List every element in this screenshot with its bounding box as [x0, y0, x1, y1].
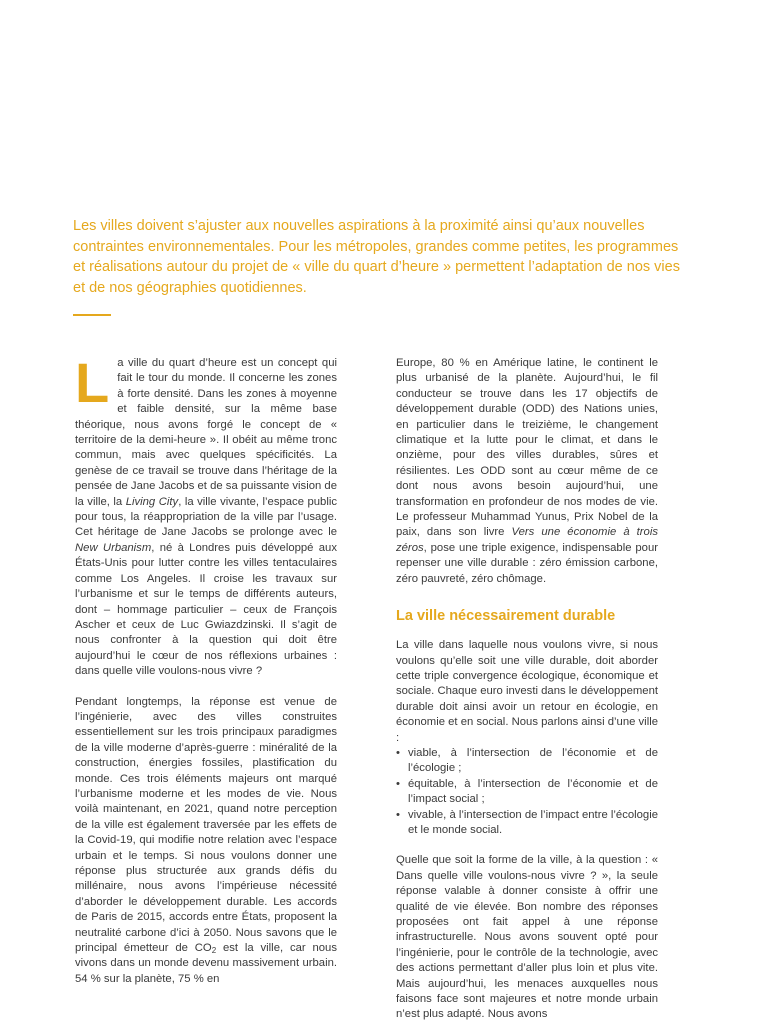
- list-item: • vivable, à l’intersection de l’impact entre l’écologie et le monde social.: [396, 808, 658, 839]
- left-column: [75, 351, 337, 987]
- drop-cap: L: [75, 351, 110, 414]
- bullet-list: [396, 746, 658, 838]
- intro-lede: Les villes doivent s’ajuster aux nouvelles aspirations à la proximité ainsi qu’aux nouvelles contraintes environnementales. Pour les métropoles, grandes comme petites, les programmes et réalisations autour du projet de « ville du quart d’heure » permettent l’adaptation de nos vies et de nos géographies quotidiennes.: [73, 218, 680, 296]
- list-item: • viable, à l’intersection de l’économie et de l’écologie ;: [396, 746, 658, 777]
- paragraph: Quelle que soit la forme de la ville, à la question : « Dans quelle ville voulons-nous vivre ? », la seule réponse valable à donner consiste à offrir une qualité de vie élevée. Bon nombre des réponses proposées ont fait appel à une réponse infrastructurelle. Nous avons souvent opté pour l’ingénierie, pour le contrôle de la technologie, avec des actions permettant d’aller plus loin et plus vite. Mais aujourd’hui, les menaces auxquelles nous faisons face sont majeures et notre monde urbain n’est plus adapté. Nous avons: [396, 854, 658, 1021]
- section-heading: La ville nécessairement durable: [396, 608, 616, 625]
- list-item: • équitable, à l’intersection de l’économie et de l’impact social ;: [396, 777, 658, 808]
- accent-rule: [73, 314, 111, 316]
- paragraph: Pendant longtemps, la réponse est venue de l’ingénierie, avec des villes construites essentiellement sur les trois principaux paradigmes de la ville moderne d’après-guerre : minéralité de la construction, énergies fossiles, plastification du monde. Ces trois éléments majeurs ont marqué l’urbanisme moderne et les modes de vie. Nous voilà maintenant, en 2021, quand notre perception de la ville est également traversée par les effets de la Covid-19, qui modifie notre relation avec l’espace urbain et le temps. Si nous voulons donner une réponse plus structurée aux grands défis du millénaire, nous avons l’impérieuse nécessité d’aborder le développement durable. Les accords de Paris de 2015, accords entre États, proposent la neutralité carbone d’ici à 2050. Nous savons que le principal émetteur de $CO_2$ est la ville, car nous vivons dans un monde devenu massivement urbain. 54 % sur la planète, 75 % en: [75, 695, 337, 985]
- paragraph: La ville dans laquelle nous voulons vivre, si nous voulons qu’elle soit une ville durable, doit aborder cette triple convergence écologique, économique et sociale. Chaque euro investi dans le développement durable doit ainsi avoir un retour en écologie, en économie et en social. Nous parlons ainsi d’une ville :: [396, 639, 658, 744]
- right-column: [396, 356, 658, 1023]
- paragraph: La ville du quart d’heure est un concept qui fait le tour du monde. Il concerne les zones à forte densité. Dans les zones à moyenne et faible densité, sur la même base théorique, nous avons forgé le concept de « territoire de la demi-heure ». Il obéit au même tronc commun, mais avec quelques spécificités. La genèse de ce travail se trouve dans l’héritage de la pensée de Jane Jacobs et de sa puissante vision de la ville, la Living City, la ville vivante, l’espace public pour tous, la réappropriation de la ville par l’usage. Cet héritage de Jane Jacobs se prolonge avec le New Urbanism, né à Londres puis développé aux États-Unis pour lutter contre les villes tentaculaires comme Los Angeles. Il croise les travaux sur l’urbanisme et sur le temps de différents auteurs, dont – hommage particulier – ceux de François Ascher et ceux de Luc Gwiazdzinski. Il s’agit de nous confronter à la question qui doit être aujourd’hui le cœur de nos réflexions urbaines : dans quelle ville voulons-nous vivre ?: [75, 351, 337, 678]
- subscript: 2: [211, 946, 217, 956]
- paragraph: Europe, 80 % en Amérique latine, le continent le plus urbanisé de la planète. Aujourd’hui, le fil conducteur se trouve dans les 17 objectifs de développement durable (ODD) des Nations unies, en particulier dans le treizième, le changement climatique et la lutte pour le climat, et dans le onzième, pour des villes durables, sûres et résilientes. Les ODD sont au cœur même de ce dont nous avons besoin aujourd’hui, une transformation en profondeur de nos modes de vie. Le professeur Muhammad Yunus, Prix Nobel de la paix, dans son livre Vers une économie à trois zéros, pose une triple exigence, indispensable pour repenser une ville durable : zéro émission carbone, zéro pauvreté, zéro chômage.: [396, 357, 658, 585]
